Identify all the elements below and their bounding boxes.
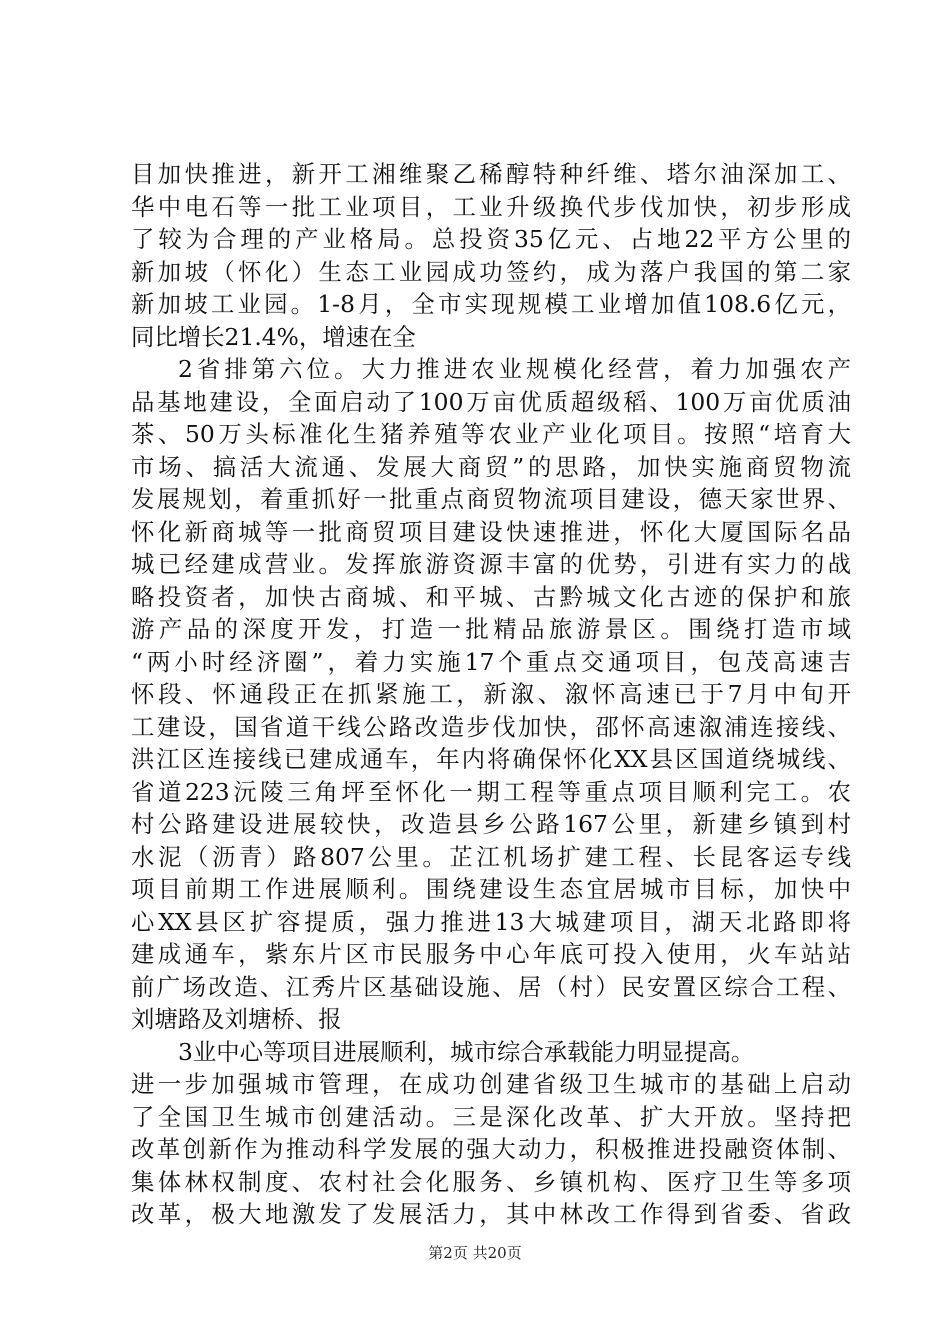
text-line: 了较为合理的产业格局。总投资35亿元、占地22平方公里的 xyxy=(131,225,851,253)
text-line: 新加坡工业园。1-8月，全市实现规模工业增加值108.6亿元， xyxy=(131,290,851,318)
text-line: 建成通车，紫东片区市民服务中心年底可投入使用，火车站站 xyxy=(131,940,851,968)
text-line: 集体林权制度、农村社会化服务、乡镇机构、医疗卫生等多项 xyxy=(131,1167,851,1196)
text-line: 改革创新作为推动科学发展的强大动力，积极推进投融资体制、 xyxy=(131,1135,851,1163)
text-line: 改革，极大地激发了发展活力，其中林改工作得到省委、省政 xyxy=(131,1200,851,1228)
text-line: 城已经建成营业。发挥旅游资源丰富的优势，引进有实力的战 xyxy=(131,550,851,578)
text-line: 发展规划，着重抓好一批重点商贸物流项目建设，德天家世界、 xyxy=(131,485,851,513)
document-body xyxy=(131,158,851,1231)
text-line: 进一步加强城市管理，在成功创建省级卫生城市的基础上启动 xyxy=(131,1070,851,1098)
text-line: 市场、搞活大流通、发展大商贸”的思路，加快实施商贸物流 xyxy=(131,452,851,481)
text-line: 水泥（沥青）路807公里。芷江机场扩建工程、长昆客运专线 xyxy=(131,842,851,871)
text-line: 品基地建设，全面启动了100万亩优质超级稻、100万亩优质油 xyxy=(131,387,851,416)
text-line: 村公路建设进展较快，改造县乡公路167公里，新建乡镇到村 xyxy=(131,810,851,838)
text-line: 3业中心等项目进展顺利，城市综合承载能力明显提高。 xyxy=(178,1037,755,1066)
text-line: 新加坡（怀化）生态工业园成功签约，成为落户我国的第二家 xyxy=(131,257,851,286)
page-footer: 第2页 共20页 xyxy=(428,1244,522,1262)
text-line: 前广场改造、江秀片区基础设施、居（村）民安置区综合工程、 xyxy=(131,972,851,1001)
text-line: 了全国卫生城市创建活动。三是深化改革、扩大开放。坚持把 xyxy=(131,1102,851,1131)
text-line: 同比增长21.4%，增速在全 xyxy=(131,322,416,351)
text-line: 刘塘路及刘塘桥、报 xyxy=(131,1005,342,1033)
text-line: 怀化新商城等一批商贸项目建设快速推进，怀化大厦国际名品 xyxy=(131,517,851,546)
text-line: 怀段、怀通段正在抓紧施工，新溆、溆怀高速已于7月中旬开 xyxy=(131,680,851,708)
text-line: 游产品的深度开发，打造一批精品旅游景区。围绕打造市域 xyxy=(131,615,851,643)
text-line: 工建设，国省道干线公路改造步伐加快，邵怀高速溆浦连接线、 xyxy=(131,712,851,741)
text-line: 心XX县区扩容提质，强力推进13大城建项目，湖天北路即将 xyxy=(131,907,851,936)
text-line: 华中电石等一批工业项目，工业升级换代步伐加快，初步形成 xyxy=(131,192,851,221)
text-line: “两小时经济圈”，着力实施17个重点交通项目，包茂高速吉 xyxy=(131,647,851,676)
text-line: 省道223沅陵三角坪至怀化一期工程等重点项目顺利完工。农 xyxy=(131,777,851,806)
text-line: 2省排第六位。大力推进农业规模化经营，着力加强农产 xyxy=(178,355,851,383)
text-line: 略投资者，加快古商城、和平城、古黔城文化古迹的保护和旅 xyxy=(131,582,851,611)
text-line: 茶、50万头标准化生猪养殖等农业产业化项目。按照“培育大 xyxy=(131,420,851,448)
text-line: 项目前期工作进展顺利。围绕建设生态宜居城市目标，加快中 xyxy=(131,875,851,903)
text-line: 洪江区连接线已建成通车，年内将确保怀化XX县区国道绕城线、 xyxy=(131,745,851,773)
text-line: 目加快推进，新开工湘维聚乙稀醇特种纤维、塔尔油深加工、 xyxy=(131,160,851,188)
